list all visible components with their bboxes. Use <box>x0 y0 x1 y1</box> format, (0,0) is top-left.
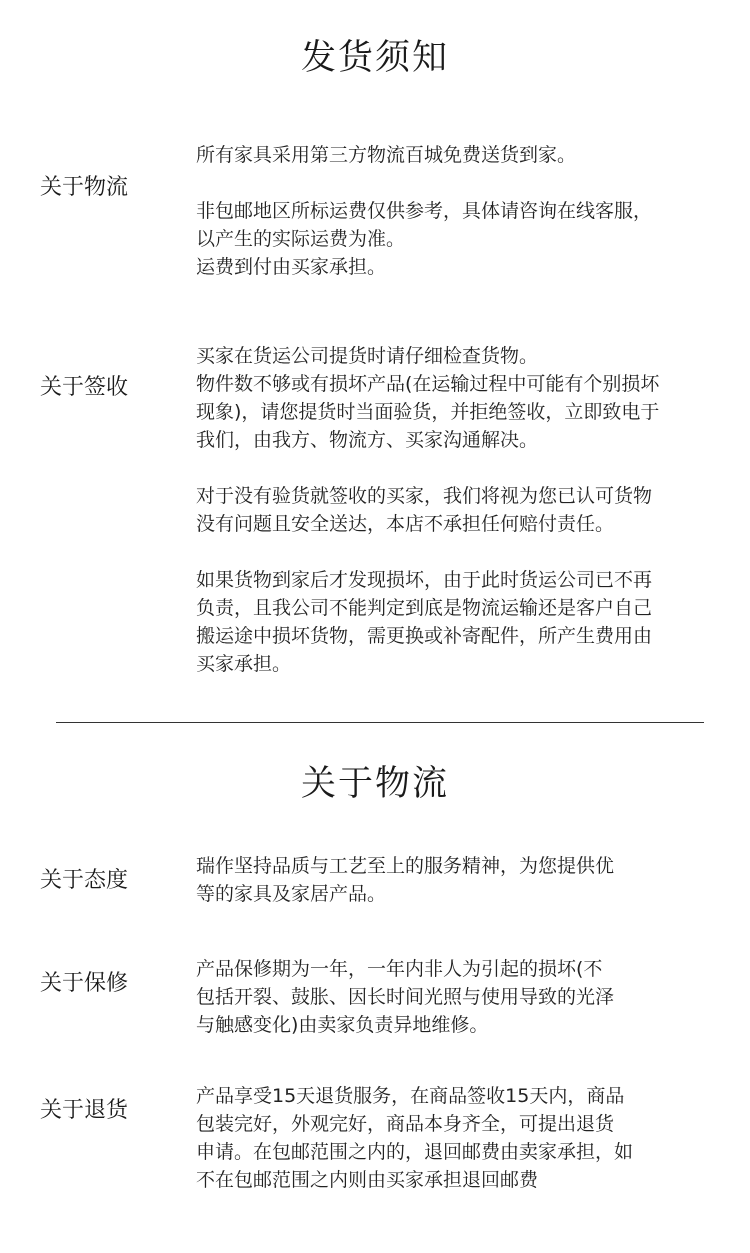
attitude-text <box>196 852 716 908</box>
text-line: 如果货物到家后才发现损坏，由于此时货运公司已不再 <box>196 569 653 591</box>
text-line: 与触感变化)由卖家负责异地维修。 <box>196 1014 489 1036</box>
text-line: 以产生的实际运费为准。 <box>196 228 406 250</box>
returns-label: 关于退货 <box>40 1098 129 1123</box>
text-line: 买家在货运公司提货时请仔细检查货物。 <box>196 345 539 367</box>
text-line: 所有家具采用第三方物流百城免费送货到家。 <box>196 144 577 166</box>
text-line: 申请。在包邮范围之内的，退回邮费由卖家承担，如 <box>196 1141 634 1163</box>
shipping-logistics-label: 关于物流 <box>40 175 129 200</box>
text-line <box>196 538 716 566</box>
text-line: 产品保修期为一年，一年内非人为引起的损坏(不 <box>196 958 603 980</box>
warranty-label: 关于保修 <box>40 971 129 996</box>
text-line: 包装完好，外观完好，商品本身齐全，可提出退货 <box>196 1113 615 1135</box>
text-line <box>196 454 716 482</box>
text-line: 产品享受15天退货服务，在商品签收15天内，商品 <box>196 1085 625 1107</box>
text-line: 现象)，请您提货时当面验货，并拒绝签收，立即致电于 <box>196 401 660 423</box>
text-line: 运费到付由买家承担。 <box>196 256 387 278</box>
text-line: 买家承担。 <box>196 653 292 675</box>
text-line: 没有问题且安全送达，本店不承担任何赔付责任。 <box>196 513 615 535</box>
attitude-label: 关于态度 <box>40 868 129 893</box>
logistics-title: 关于物流 <box>300 764 449 804</box>
section-divider <box>56 722 704 723</box>
text-line: 不在包邮范围之内则由买家承担退回邮费 <box>196 1169 539 1191</box>
text-line: 物件数不够或有损坏产品(在运输过程中可能有个别损坏 <box>196 373 660 395</box>
text-line <box>196 169 716 197</box>
signing-label: 关于签收 <box>40 375 129 400</box>
signing-text <box>196 342 716 678</box>
text-line: 我们，由我方、物流方、买家沟通解决。 <box>196 429 539 451</box>
text-line: 瑞作坚持品质与工艺至上的服务精神，为您提供优 <box>196 855 615 877</box>
text-line: 负责，且我公司不能判定到底是物流运输还是客户自己 <box>196 597 653 619</box>
text-line: 等的家具及家居产品。 <box>196 883 387 905</box>
text-line: 对于没有验货就签收的买家，我们将视为您已认可货物 <box>196 485 653 507</box>
returns-text <box>196 1082 716 1194</box>
text-line: 搬运途中损坏货物，需更换或补寄配件，所产生费用由 <box>196 625 653 647</box>
text-line: 非包邮地区所标运费仅供参考，具体请咨询在线客服， <box>196 200 653 222</box>
warranty-text <box>196 955 716 1039</box>
shipping-title: 发货须知 <box>300 38 449 78</box>
shipping-logistics-text <box>196 141 716 281</box>
text-line: 包括开裂、鼓胀、因长时间光照与使用导致的光泽 <box>196 986 615 1008</box>
